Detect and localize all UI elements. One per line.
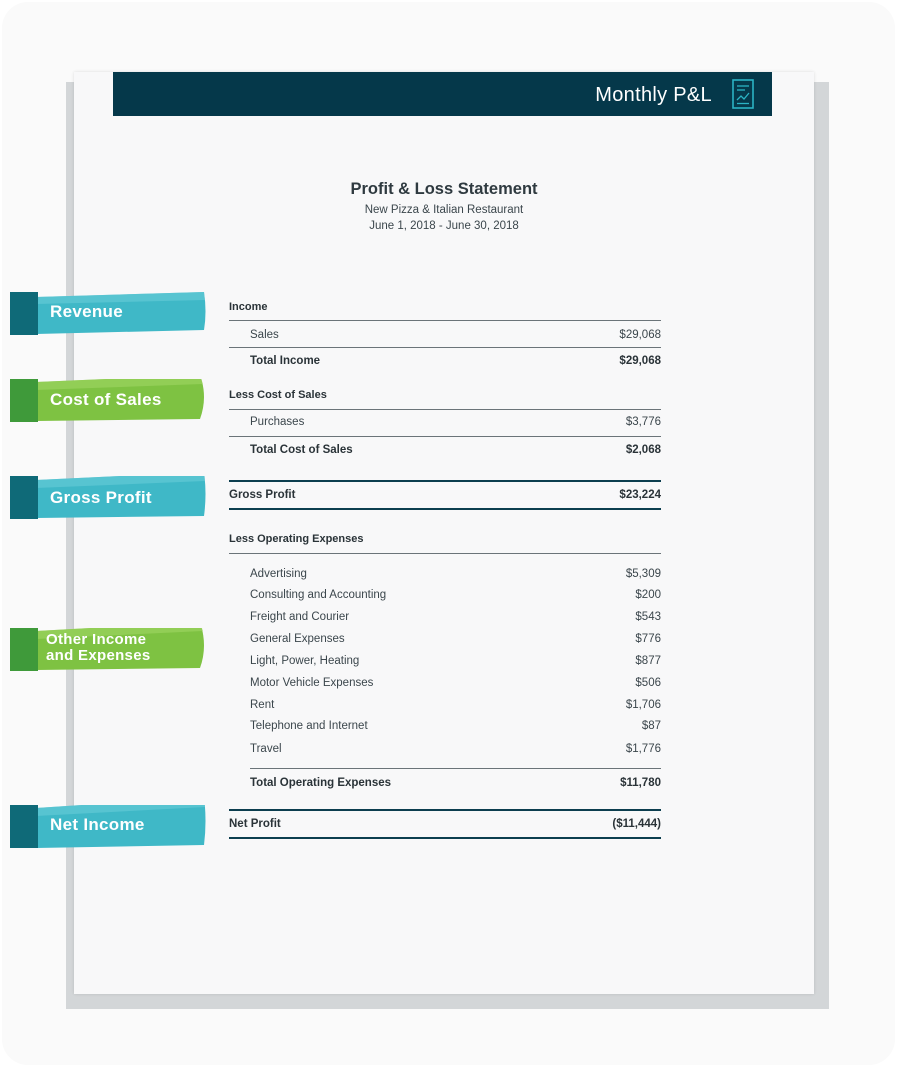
expense-amount: $5,309	[625, 568, 661, 580]
expense-amount: $87	[641, 720, 661, 732]
expense-label: General Expenses	[250, 633, 345, 645]
net-profit-amount: ($11,444)	[612, 818, 661, 830]
expense-row	[229, 611, 661, 627]
expense-label: Light, Power, Heating	[250, 655, 360, 667]
total-operating-expenses-amount: $11,780	[620, 777, 661, 789]
expense-amount: $1,776	[625, 743, 661, 755]
expense-amount: $877	[635, 655, 661, 667]
ribbon-gross-profit	[10, 476, 206, 518]
net-profit-label: Net Profit	[229, 818, 281, 830]
expense-label: Consulting and Accounting	[250, 589, 387, 601]
total-operating-expenses-label: Total Operating Expenses	[250, 777, 392, 789]
ribbon-net-income	[10, 805, 206, 847]
divider	[229, 347, 661, 348]
expense-row	[229, 568, 661, 584]
ribbon-net-income-label: Net Income	[50, 815, 145, 834]
divider	[229, 553, 661, 554]
statement-period: June 1, 2018 - June 30, 2018	[369, 220, 519, 232]
expense-label: Travel	[250, 743, 282, 755]
expense-row	[229, 743, 661, 759]
operating-expenses-heading	[229, 533, 661, 549]
total-cost-of-sales-label: Total Cost of Sales	[250, 444, 353, 456]
expense-amount: $200	[635, 589, 661, 601]
divider-thick	[229, 480, 661, 482]
expense-label: Rent	[250, 699, 275, 711]
sales-amount: $29,068	[619, 329, 661, 341]
gross-profit-row	[229, 489, 661, 505]
expense-row	[229, 699, 661, 715]
expense-label: Freight and Courier	[250, 611, 350, 623]
sales-label: Sales	[250, 329, 279, 341]
ribbon-other-label-line2: and Expenses	[46, 647, 151, 664]
expense-row	[229, 655, 661, 671]
expense-label: Advertising	[250, 568, 307, 580]
expense-row	[229, 720, 661, 736]
income-heading	[229, 301, 661, 317]
divider	[229, 409, 661, 410]
expense-amount: $1,706	[625, 699, 661, 711]
purchases-amount: $3,776	[625, 416, 661, 428]
total-cost-of-sales-row	[229, 444, 661, 460]
expense-label: Telephone and Internet	[250, 720, 368, 732]
chart-document-icon	[732, 79, 754, 109]
header-bar	[113, 72, 772, 116]
operating-expenses-heading-label: Less Operating Expenses	[229, 533, 364, 545]
cost-of-sales-heading-label: Less Cost of Sales	[229, 389, 327, 401]
income-heading-label: Income	[229, 301, 268, 313]
gross-profit-label: Gross Profit	[229, 489, 296, 501]
statement-title: Profit & Loss Statement	[350, 180, 538, 198]
sales-row	[229, 329, 661, 345]
ribbon-cost-of-sales-label: Cost of Sales	[50, 390, 162, 409]
purchases-row	[229, 416, 661, 432]
ribbon-other-income-expenses	[10, 628, 206, 670]
expense-label: Motor Vehicle Expenses	[250, 677, 374, 689]
cost-of-sales-heading	[229, 389, 661, 405]
total-income-label: Total Income	[250, 355, 321, 367]
total-operating-expenses-row	[229, 777, 661, 793]
divider	[229, 320, 661, 321]
expense-row	[229, 633, 661, 649]
net-profit-row	[229, 818, 661, 834]
expense-row	[229, 589, 661, 605]
expense-amount: $506	[635, 677, 661, 689]
ribbon-cost-of-sales	[10, 379, 206, 421]
business-name: New Pizza & Italian Restaurant	[364, 204, 524, 216]
divider	[250, 768, 661, 769]
divider-thick	[229, 837, 661, 839]
divider-thick	[229, 809, 661, 811]
header-title: Monthly P&L	[595, 84, 712, 106]
expense-row	[229, 677, 661, 693]
ribbon-other-label-line1: Other Income	[46, 631, 147, 648]
divider-thick	[229, 508, 661, 510]
total-cost-of-sales-amount: $2,068	[625, 444, 661, 456]
ribbon-gross-profit-label: Gross Profit	[50, 488, 152, 507]
total-income-row	[229, 355, 661, 371]
purchases-label: Purchases	[250, 416, 305, 428]
gross-profit-amount: $23,224	[619, 489, 661, 501]
ribbon-revenue-label: Revenue	[50, 302, 123, 321]
ribbon-revenue	[10, 292, 206, 334]
expense-amount: $543	[635, 611, 661, 623]
expense-amount: $776	[635, 633, 661, 645]
divider	[229, 436, 661, 437]
total-income-amount: $29,068	[619, 355, 661, 367]
